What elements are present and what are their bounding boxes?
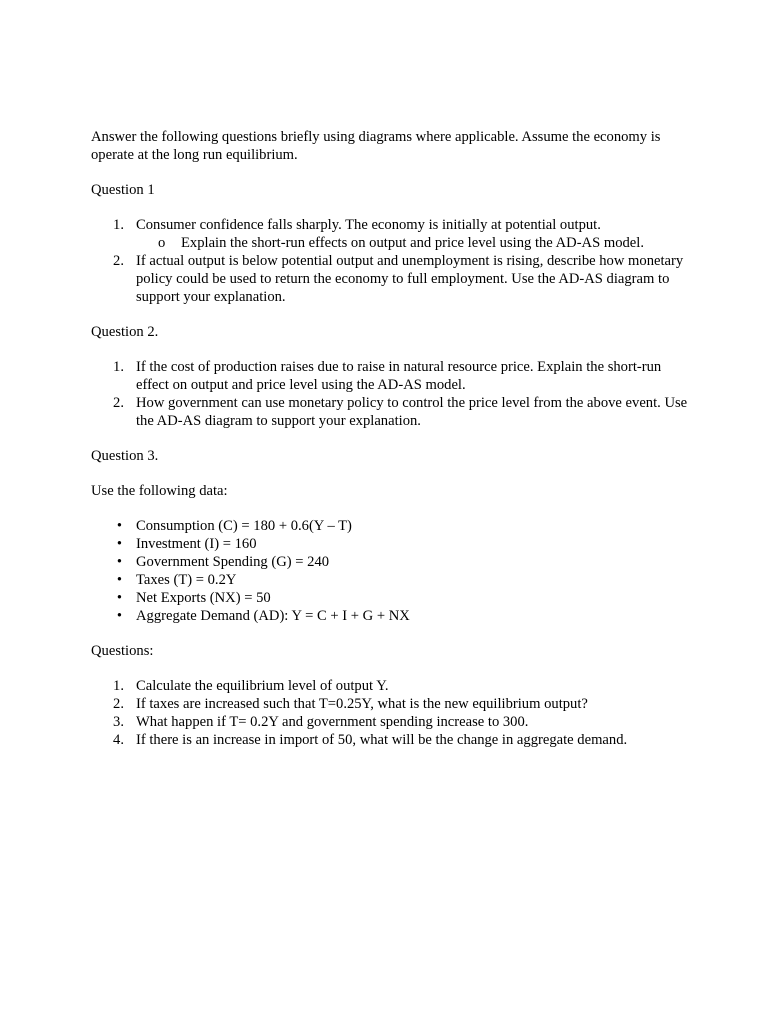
list-number: 1. (113, 217, 124, 233)
list-item-text: If there is an increase in import of 50, what will be the change in aggregate demand. (136, 732, 628, 748)
list-number: 3. (113, 714, 124, 730)
list-number: 2. (113, 696, 124, 712)
bullet: • (116, 536, 122, 552)
list-item-text: Consumption (C) = 180 + 0.6(Y – T) (136, 518, 352, 534)
list-item (91, 731, 691, 749)
list-item (91, 394, 691, 430)
list-item-text: If the cost of production raises due to raise in natural resource price. Explain the short-run effect on output and price level using the AD-AS model. (136, 359, 662, 393)
list-number: 1. (113, 678, 124, 694)
list-item (91, 695, 691, 713)
list-item-text: Government Spending (G) = 240 (136, 554, 330, 570)
bullet: • (116, 590, 122, 606)
question-3-list (91, 677, 691, 749)
question-1-heading: Question 1 (91, 182, 155, 198)
list-item-text: What happen if T= 0.2Y and government spending increase to 300. (136, 714, 529, 730)
list-number: 2. (113, 395, 124, 411)
list-item (91, 677, 691, 695)
list-item (91, 535, 691, 553)
intro-paragraph: Answer the following questions briefly using diagrams where applicable. Assume the economy is operate at the long run equilibrium. (91, 129, 661, 163)
list-item-text: Consumer confidence falls sharply. The economy is initially at potential output. (136, 217, 601, 233)
bullet: • (116, 572, 122, 588)
sub-bullet: o (158, 235, 166, 251)
data-list (91, 517, 691, 625)
list-item-text: Net Exports (NX) = 50 (136, 590, 271, 606)
list-item (91, 252, 691, 306)
list-item (91, 553, 691, 571)
list-item-text: If actual output is below potential output and unemployment is rising, describe how monetary policy could be used to return the economy to full employment. Use the AD-AS diagram to support your explanation. (136, 253, 684, 305)
list-item-text: Taxes (T) = 0.2Y (136, 572, 237, 588)
sub-list-item (91, 234, 691, 252)
list-item (91, 358, 691, 394)
list-number: 1. (113, 359, 124, 375)
bullet: • (116, 518, 122, 534)
list-item (91, 607, 691, 625)
list-item (91, 216, 691, 252)
list-item (91, 571, 691, 589)
question-3-heading: Question 3. (91, 448, 159, 464)
list-number: 4. (113, 732, 124, 748)
list-number: 2. (113, 253, 124, 269)
question-2-list (91, 358, 691, 430)
list-item-text: Investment (I) = 160 (136, 536, 257, 552)
list-item-text: Aggregate Demand (AD): Y = C + I + G + NX (136, 608, 410, 624)
questions-heading: Questions: (91, 643, 154, 659)
sub-list-item-text: Explain the short-run effects on output and price level using the AD-AS model. (181, 235, 644, 251)
document-page (91, 128, 691, 749)
data-intro: Use the following data: (91, 483, 228, 499)
bullet: • (116, 554, 122, 570)
question-1-list (91, 216, 691, 306)
list-item (91, 517, 691, 535)
list-item (91, 713, 691, 731)
question-2-heading: Question 2. (91, 324, 159, 340)
list-item-text: How government can use monetary policy to control the price level from the above event. Use the AD-AS diagram to support your explanation. (136, 395, 688, 429)
list-item-text: Calculate the equilibrium level of output Y. (136, 678, 389, 694)
bullet: • (116, 608, 122, 624)
list-item (91, 589, 691, 607)
list-item-text: If taxes are increased such that T=0.25Y, what is the new equilibrium output? (136, 696, 588, 712)
